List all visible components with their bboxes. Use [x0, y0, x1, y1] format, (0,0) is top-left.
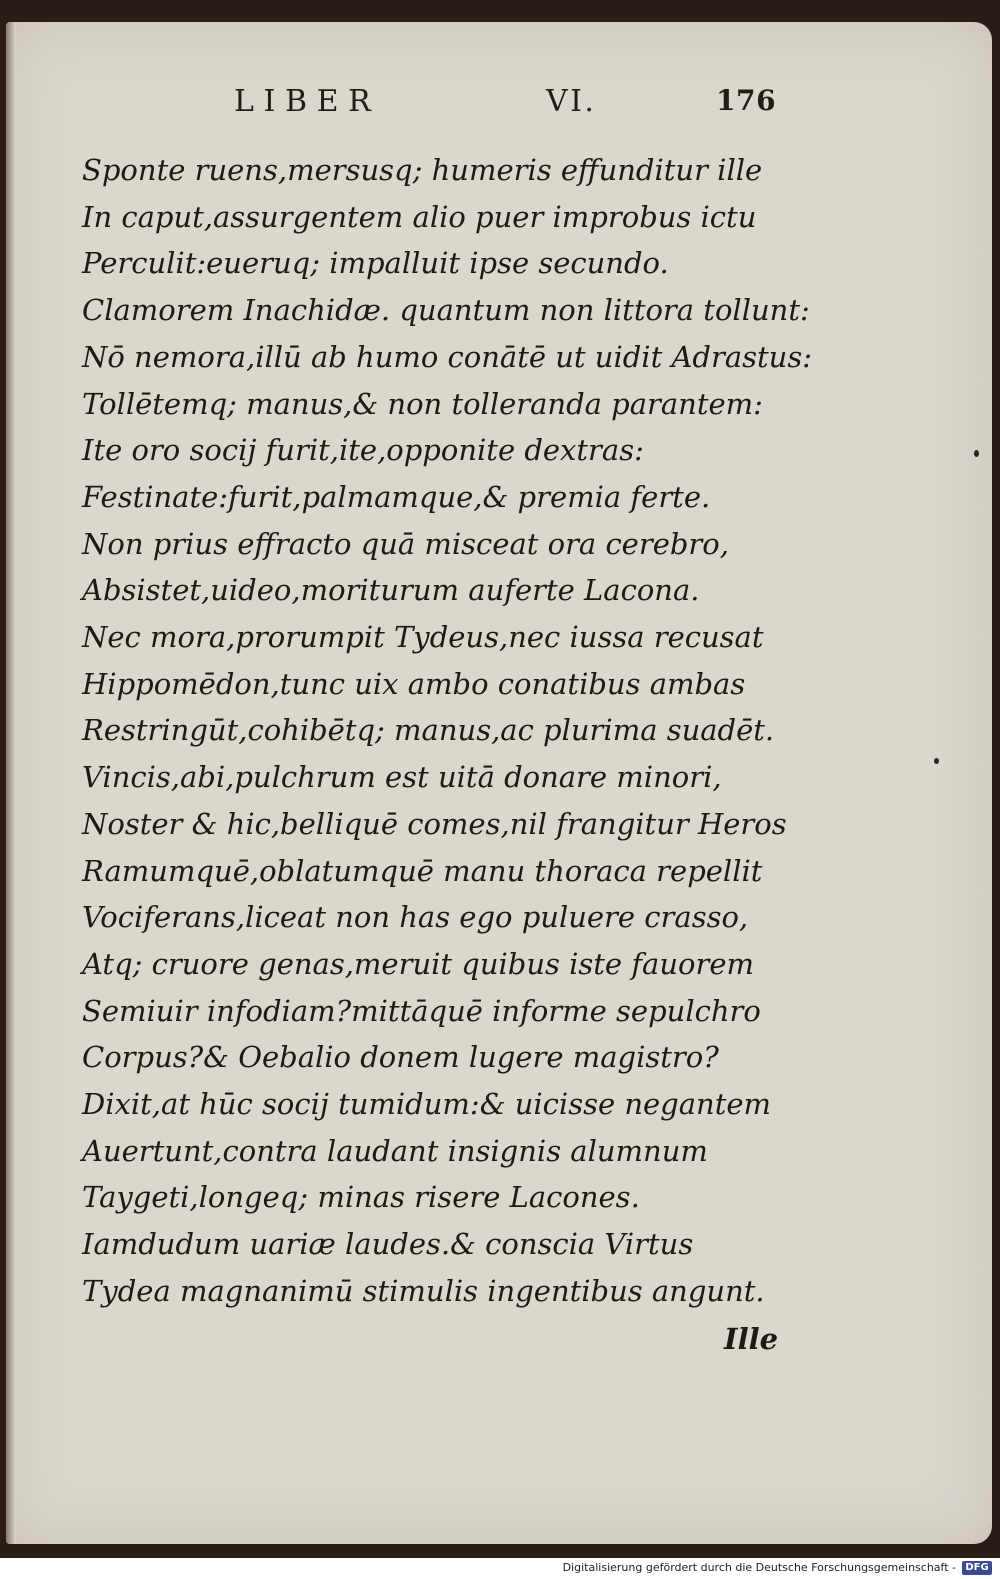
ink-speck [934, 758, 939, 764]
verse-line: Ite oro socij furit,ite,opponite dextras: [82, 433, 644, 468]
verse-line: Absistet,uideo,moriturum auferte Lacona. [82, 573, 700, 608]
ink-speck [974, 450, 979, 457]
verse-line: Nec mora,prorumpit Tydeus,nec iussa recusat [82, 620, 764, 655]
page-gutter-shadow [6, 22, 16, 1544]
verse-line: In caput,assurgentem alio puer improbus ictu [82, 199, 757, 234]
verse-line: Non prius effracto quā misceat ora cerebro, [82, 526, 729, 561]
verse-line: Hippomēdon,tunc uix ambo conatibus ambas [82, 666, 746, 701]
verse-line: Iamdudum uariæ laudes.& conscia Virtus [82, 1227, 694, 1262]
verse-line: Restringūt,cohibētq; manus,ac plurima suadēt. [82, 713, 775, 748]
verse-line: Nō nemora,illū ab humo conātē ut uidit Adrastus: [82, 339, 812, 374]
book-page [6, 22, 992, 1544]
verse-line: Taygeti,longeq; minas risere Lacones. [82, 1180, 640, 1215]
verse-lines [82, 147, 812, 1315]
verse-line: Semiuir infodiam?mittāquē informe sepulchro [82, 993, 761, 1028]
running-head-book-number: VI. [546, 84, 597, 119]
verse-line: Perculit:eueruq; impalluit ipse secundo. [82, 246, 669, 281]
verse-line: Vociferans,liceat non has ego puluere crasso, [82, 900, 749, 935]
funding-credit: Digitalisierung gefördert durch die Deutsche Forschungsgemeinschaft - [562, 1561, 956, 1574]
page-number: 176 [716, 84, 777, 117]
dfg-logo: DFG [962, 1561, 992, 1575]
verse-line: Tollētemq; manus,& non tolleranda parantem: [82, 386, 763, 421]
running-head-book: LIBER [234, 84, 381, 119]
verse-line: Clamorem Inachidæ. quantum non littora tollunt: [82, 293, 810, 328]
verse-line: Atq; cruore genas,meruit quibus iste fauorem [82, 946, 754, 981]
digitization-footer [0, 1558, 1000, 1579]
verse-line: Vincis,abi,pulchrum est uitā donare minori, [82, 760, 722, 795]
verse-line: Corpus?& Oebalio donem lugere magistro? [82, 1040, 719, 1075]
verse-line: Noster & hic,belliquē comes,nil frangitur Heros [82, 806, 787, 841]
verse-line: Sponte ruens,mersusq; humeris effunditur ille [82, 153, 763, 187]
verse-line: Festinate:furit,palmamque,& premia ferte. [82, 479, 711, 514]
verse-line: Tydea magnanimū stimulis ingentibus angunt. [82, 1273, 765, 1308]
catchword: Ille [724, 1322, 779, 1356]
verse-line: Ramumquē,oblatumquē manu thoraca repellit [82, 853, 763, 888]
verse-line: Auertunt,contra laudant insignis alumnum [82, 1133, 708, 1168]
verse-line: Dixit,at hūc socij tumidum:& uicisse negantem [82, 1087, 772, 1122]
